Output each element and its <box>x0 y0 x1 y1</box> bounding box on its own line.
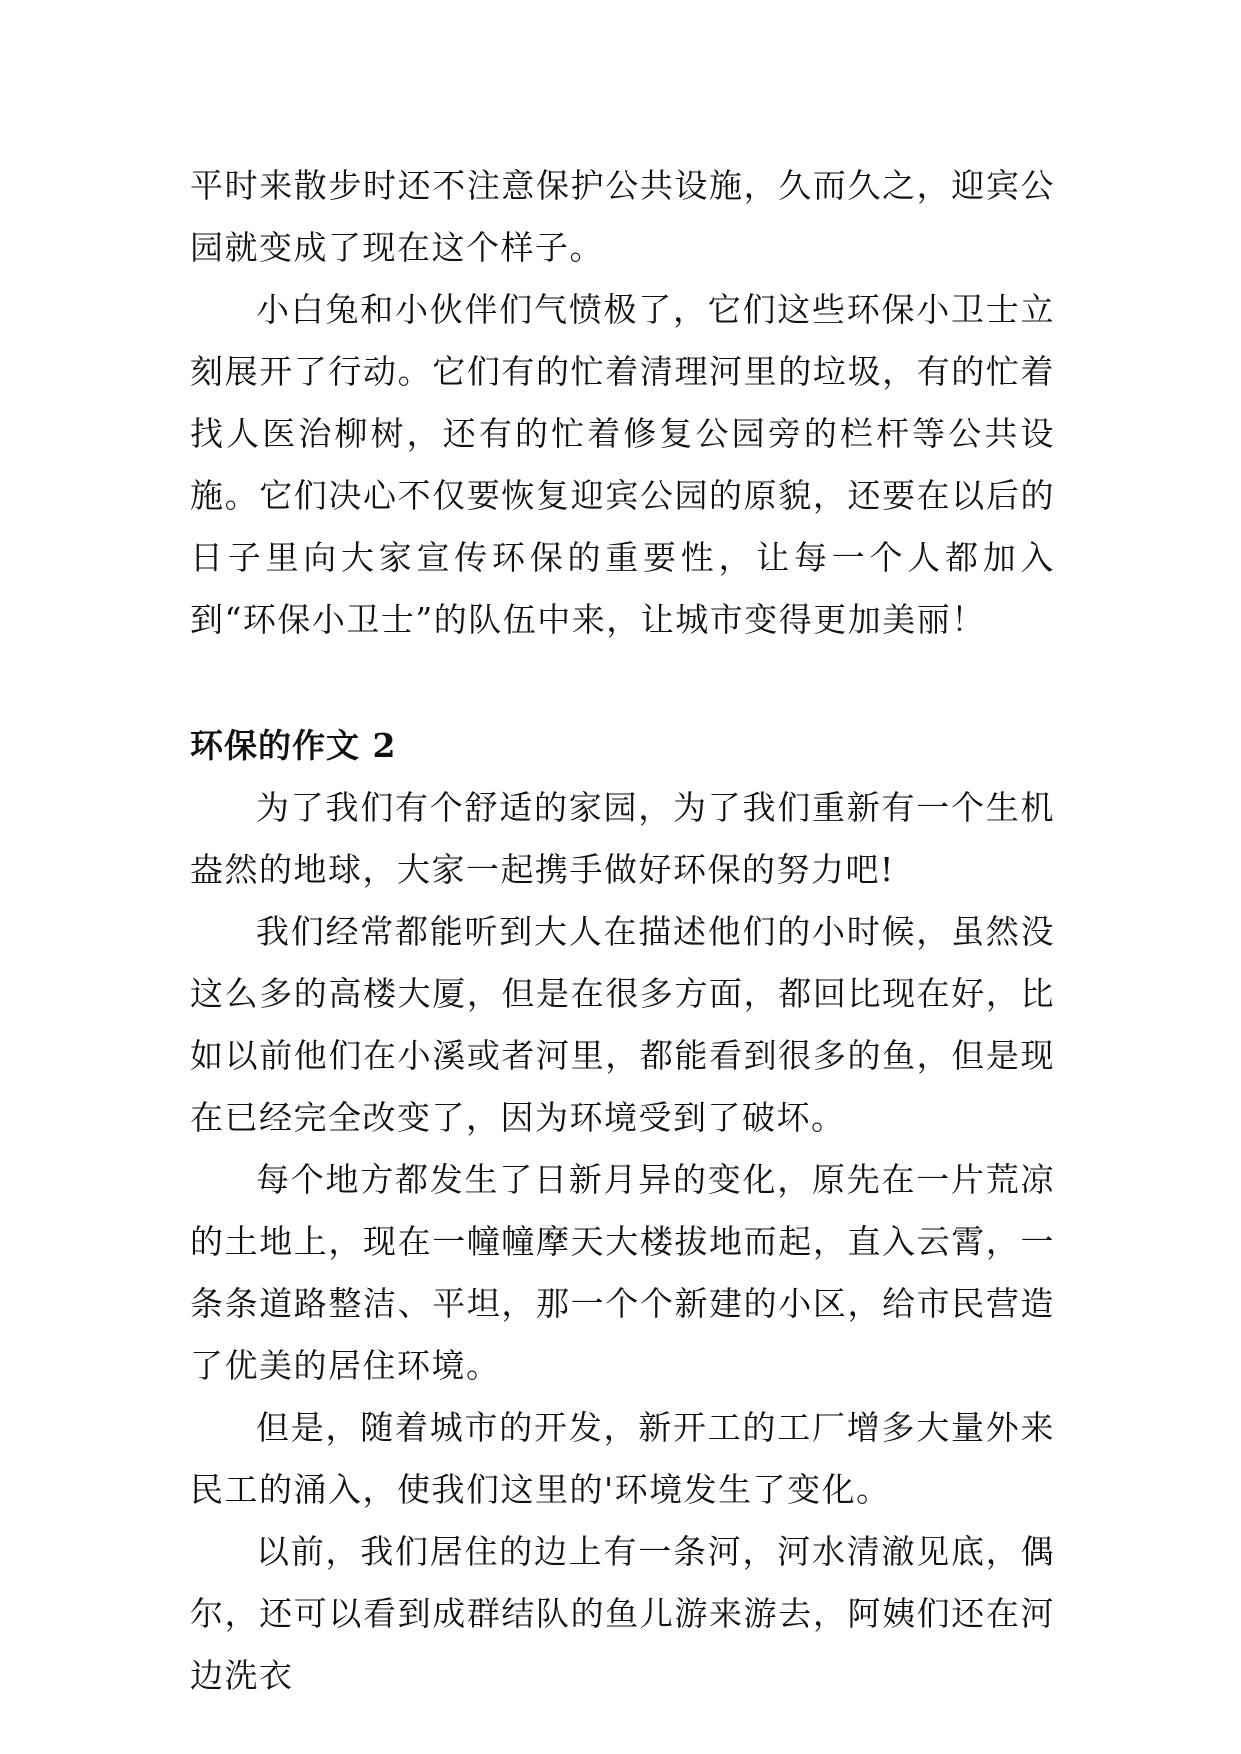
paragraph: 以前，我们居住的边上有一条河，河水清澈见底，偶尔，还可以看到成群结队的鱼儿游来游去，阿姨们还在河边洗衣 <box>190 1532 1055 1695</box>
document-body <box>190 155 1055 1707</box>
section-heading: 环保的作文 2 <box>190 726 397 765</box>
paragraph: 但是，随着城市的开发，新开工的工厂增多大量外来民工的涌入，使我们这里的'环境发生了变化。 <box>190 1408 1055 1509</box>
paragraph: 为了我们有个舒适的家园，为了我们重新有一个生机盎然的地球，大家一起携手做好环保的努力吧! <box>190 788 1055 889</box>
paragraph: 我们经常都能听到大人在描述他们的小时候，虽然没这么多的高楼大厦，但是在很多方面，都回比现在好，比如以前他们在小溪或者河里，都能看到很多的鱼，但是现在已经完全改变了，因为环境受到了破坏。 <box>190 912 1055 1137</box>
paragraph-continuation: 平时来散步时还不注意保护公共设施，久而久之，迎宾公园就变成了现在这个样子。 <box>190 166 1055 267</box>
paragraph: 每个地方都发生了日新月异的变化，原先在一片荒凉的土地上，现在一幢幢摩天大楼拔地而起，直入云霄，一条条道路整洁、平坦，那一个个新建的小区，给市民营造了优美的居住环境。 <box>190 1160 1055 1385</box>
paragraph: 小白兔和小伙伴们气愤极了，它们这些环保小卫士立刻展开了行动。它们有的忙着清理河里的垃圾，有的忙着找人医治柳树，还有的忙着修复公园旁的栏杆等公共设施。它们决心不仅要恢复迎宾公园的原貌，还要在以后的日子里向大家宣传环保的重要性，让每一个人都加入到“环保小卫士”的队伍中来，让城市变得更加美丽！ <box>190 290 1055 639</box>
